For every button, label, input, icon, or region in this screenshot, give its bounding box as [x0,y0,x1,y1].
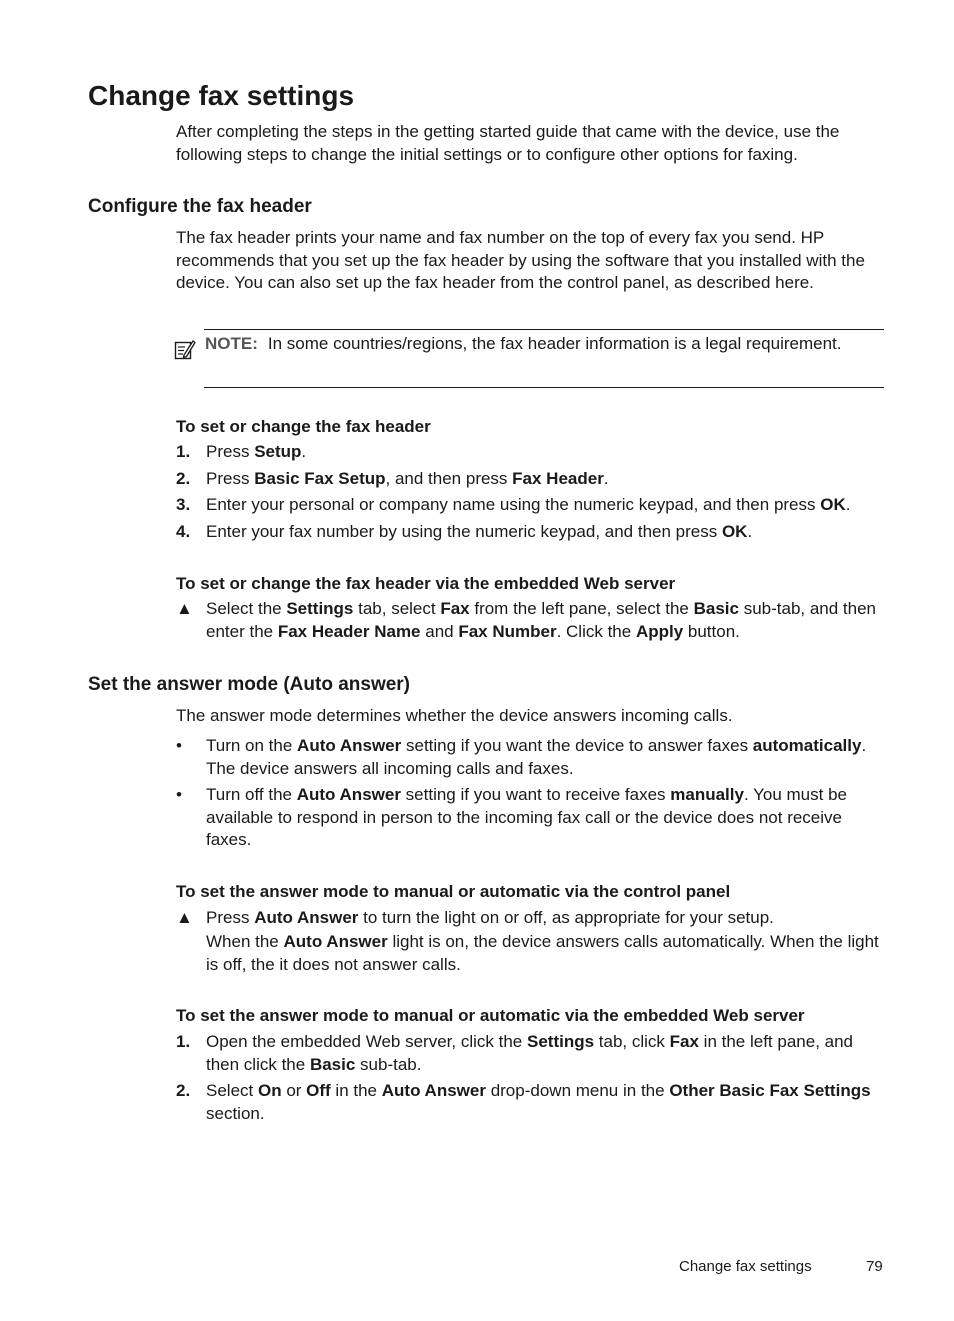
section-heading-answer-mode: Set the answer mode (Auto answer) [88,674,411,695]
triangle-icon: ▲ [176,599,193,618]
fax-header-step [176,441,888,464]
procedure-title-answer-web: To set the answer mode to manual or automatic via the embedded Web server [176,1006,805,1025]
step-text: Press Setup. [206,442,307,461]
emphasis-term: Other Basic Fax Settings [669,1081,871,1100]
list-item [176,784,888,852]
step-number: 1. [176,442,191,461]
bullet-icon: • [176,736,182,755]
note-top-rule [204,329,884,330]
fax-header-step [176,521,888,544]
emphasis-term: Fax Number [458,621,557,641]
section-heading-fax-header: Configure the fax header [88,196,312,217]
emphasis-term: OK [721,522,748,541]
footer-section-name: Change fax settings [679,1258,812,1275]
followup-text: When the Auto Answer light is on, the device answers calls automatically. When the light is off, the it does not answer calls. [206,932,879,974]
step-text: Open the embedded Web server, click the Settings tab, click Fax in the left pane, and then click the Basic sub-tab. [206,1032,853,1074]
bullet-text: Turn on the Auto Answer setting if you want the device to answer faxes automatically. The device answers all incoming calls and faxes. [206,736,867,778]
emphasis-term: Off [306,1081,331,1100]
answer-web-step [176,1031,888,1076]
step-text: Enter your personal or company name using the numeric keypad, and then press OK. [206,495,851,514]
control-panel-step [176,907,888,930]
fax-header-paragraph: The fax header prints your name and fax number on the top of every fax you send. HP recommends that you set up the fax header by using the software that you installed with the device. You can also set up the fax header from the control panel, as described here. [176,228,865,293]
emphasis-term: Auto Answer [254,908,359,927]
note-text: In some countries/regions, the fax header information is a legal requirement. [267,334,842,353]
list-item [176,735,888,780]
emphasis-term: Basic [693,599,739,618]
step-number: 2. [176,1081,191,1100]
emphasis-term: Fax [440,599,470,618]
emphasis-term: Fax Header Name [277,621,421,641]
note-callout [205,333,885,356]
emphasis-term: Auto Answer [283,932,388,951]
control-panel-followup [176,931,888,976]
step-text: Select On or Off in the Auto Answer drop-down menu in the Other Basic Fax Settings section. [206,1081,871,1123]
answer-mode-paragraph: The answer mode determines whether the device answers incoming calls. [176,706,733,725]
emphasis-term: Auto Answer [296,785,401,804]
emphasis-term: automatically [752,736,862,755]
emphasis-term: manually [670,785,744,804]
emphasis-term: Auto Answer [381,1081,486,1100]
step-text: Select the Settings tab, select Fax from the left pane, select the Basic sub-tab, and then enter the Fax Header Name and Fax Number. Click the Apply button. [206,599,877,641]
step-number: 2. [176,469,191,488]
emphasis-term: Fax Header [512,469,604,488]
emphasis-term: Basic [309,1054,356,1074]
footer-page-number: 79 [866,1258,883,1275]
emphasis-term: Auto Answer [297,736,402,755]
answer-web-step [176,1080,888,1125]
page-title: Change fax settings [88,80,355,111]
fax-header-step [176,468,888,491]
note-bottom-rule [204,387,884,388]
fax-header-web-step [176,598,888,643]
procedure-title-fax-header-web: To set or change the fax header via the embedded Web server [176,574,676,593]
emphasis-term: Apply [635,621,684,641]
step-number: 3. [176,495,191,514]
bullet-text: Turn off the Auto Answer setting if you want to receive faxes manually. You must be available to respond in person to the incoming fax call or the device does not receive faxes. [206,785,847,850]
emphasis-term: OK [820,495,846,514]
emphasis-term: On [257,1081,282,1100]
procedure-title-fax-header: To set or change the fax header [176,417,431,436]
step-text: Press Basic Fax Setup, and then press Fax Header. [206,469,609,488]
emphasis-term: Settings [526,1032,595,1051]
note-label: NOTE: [205,334,258,353]
step-number: 4. [176,522,191,541]
emphasis-term: Basic Fax Setup [254,469,386,488]
emphasis-term: Setup [254,442,302,461]
procedure-title-control-panel: To set the answer mode to manual or automatic via the control panel [176,882,731,901]
emphasis-term: Settings [286,599,354,618]
note-icon [174,338,196,360]
step-text: Press Auto Answer to turn the light on or off, as appropriate for your setup. [206,908,774,927]
step-number: 1. [176,1032,191,1051]
triangle-icon: ▲ [176,908,193,927]
intro-paragraph: After completing the steps in the getting started guide that came with the device, use the following steps to change the initial settings or to configure other options for faxing. [176,122,840,164]
step-text: Enter your fax number by using the numeric keypad, and then press OK. [206,522,753,541]
emphasis-term: Fax [669,1032,699,1051]
bullet-icon: • [176,785,182,804]
fax-header-step [176,494,888,517]
